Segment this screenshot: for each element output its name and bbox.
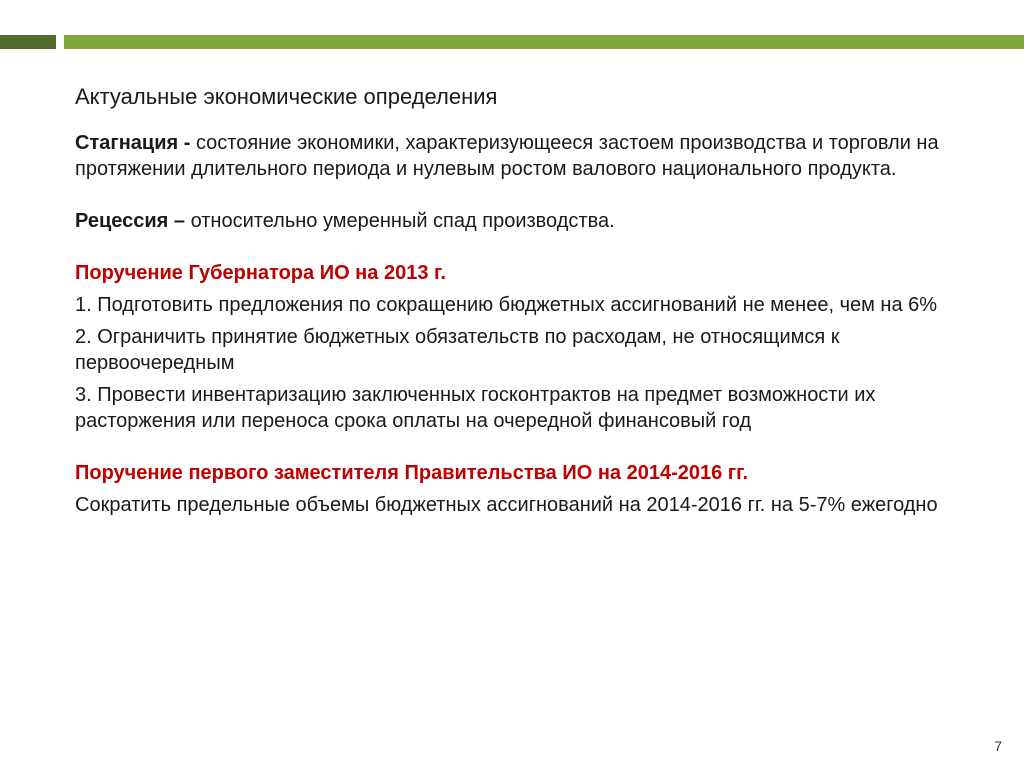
governor-order-heading: Поручение Губернатора ИО на 2013 г.	[75, 262, 446, 284]
page-number: 7	[994, 738, 1002, 754]
governor-order-item: 2. Ограничить принятие бюджетных обязательств по расходам, не относящимся к первоочередным	[75, 326, 840, 374]
governor-order-item: 1. Подготовить предложения по сокращению бюджетных ассигнований не менее, чем на 6%	[75, 294, 938, 316]
definition-stagnation	[75, 130, 955, 182]
slide-content	[75, 130, 955, 518]
definition-text: состояние экономики, характеризующееся застоем производства и торговли на протяжении длительного периода и нулевым ростом валового национального продукта.	[75, 132, 939, 180]
definition-term: Стагнация -	[75, 132, 196, 154]
deputy-order-text: Сократить предельные объемы бюджетных ассигнований на 2014-2016 гг. на 5-7% ежегодно	[75, 494, 938, 516]
definition-text: относительно умеренный спад производства.	[190, 210, 615, 232]
governor-order-item: 3. Провести инвентаризацию заключенных госконтрактов на предмет возможности их расторжения или переноса срока оплаты на очередной финансовый год	[75, 384, 876, 432]
slide-title: Актуальные экономические определения	[75, 84, 498, 109]
deputy-order-heading: Поручение первого заместителя Правительства ИО на 2014-2016 гг.	[75, 462, 748, 484]
definition-recession	[75, 208, 955, 234]
header-accent-bar-dark	[0, 35, 56, 49]
definition-term: Рецессия –	[75, 210, 191, 232]
header-accent-bar-light	[64, 35, 1024, 49]
